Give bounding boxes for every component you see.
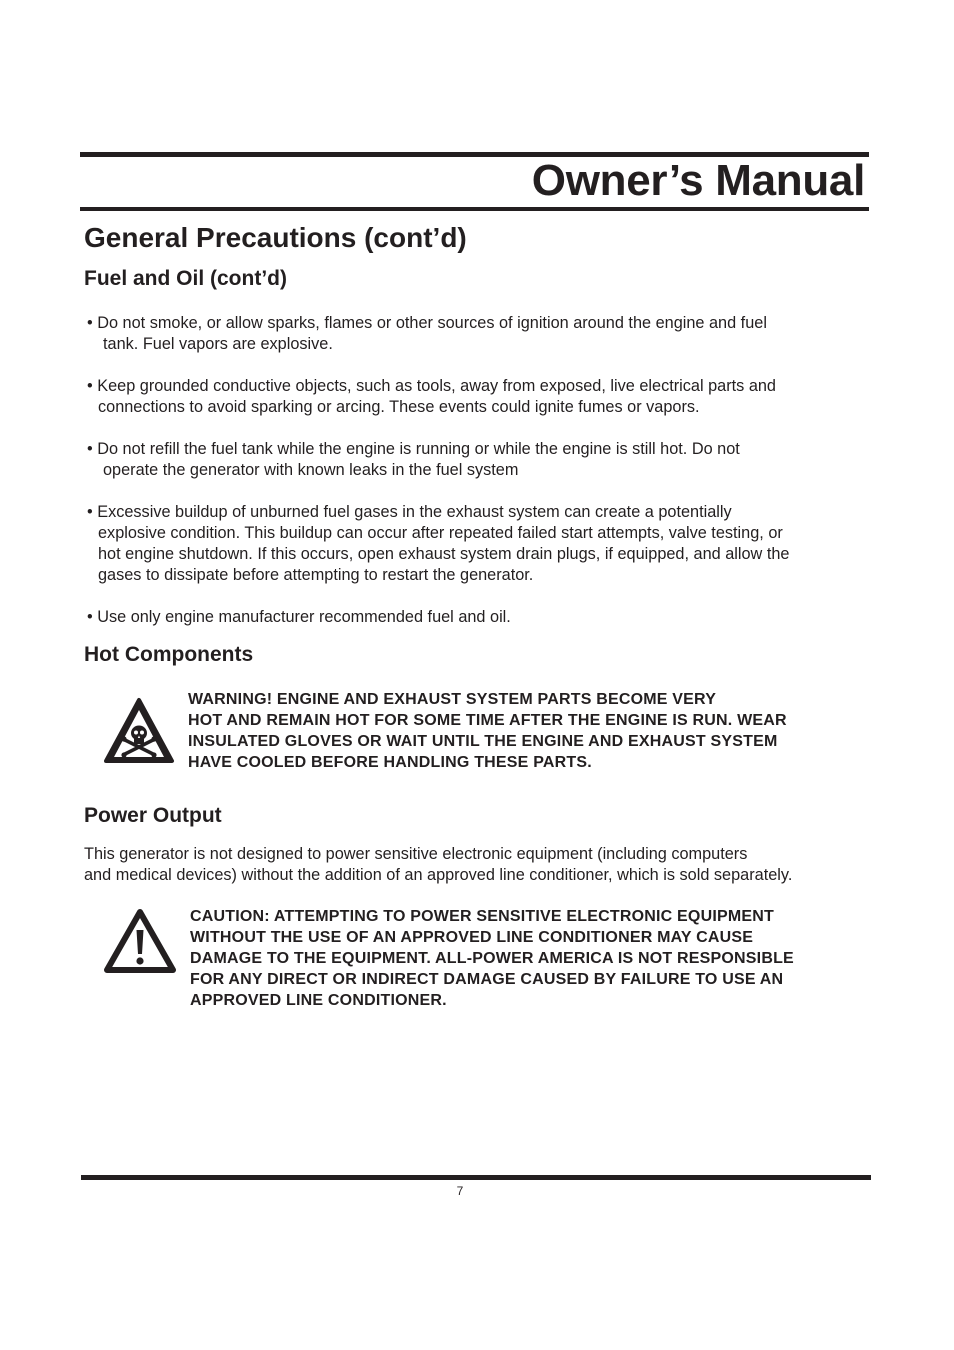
power-output-caution [190, 906, 794, 1011]
bullet-line: • Use only engine manufacturer recommended fuel and oil. [87, 608, 511, 626]
page-number: 7 [456, 1184, 464, 1198]
paragraph-line: and medical devices) without the addition of an approved line conditioner, which is sold separately. [84, 866, 793, 884]
paragraph-line: This generator is not designed to power sensitive electronic equipment (including computers [84, 845, 748, 863]
bullet-line: explosive condition. This buildup can occur after repeated failed start attempts, valve testing, or [98, 524, 783, 542]
power-output-paragraph [84, 844, 904, 886]
skull-crossbones-warning-icon [103, 697, 175, 765]
power-output-heading: Power Output [84, 804, 222, 827]
list-item [87, 439, 887, 481]
header-bottom-rule [80, 207, 869, 211]
page-title: Owner’s Manual [531, 156, 865, 205]
bullet-line: • Do not refill the fuel tank while the engine is running or while the engine is still hot. Do not [87, 440, 740, 458]
list-item [87, 376, 887, 418]
warning-line: WARNING! ENGINE AND EXHAUST SYSTEM PARTS BECOME VERY [188, 691, 717, 708]
fuel-oil-heading: Fuel and Oil (cont’d) [84, 267, 287, 290]
bullet-line: operate the generator with known leaks in the fuel system [103, 461, 519, 479]
caution-line: APPROVED LINE CONDITIONER. [190, 992, 447, 1009]
warning-line: INSULATED GLOVES OR WAIT UNTIL THE ENGINE AND EXHAUST SYSTEM [188, 733, 778, 750]
caution-line: WITHOUT THE USE OF AN APPROVED LINE CONDITIONER MAY CAUSE [190, 929, 754, 946]
list-item [87, 313, 887, 355]
bullet-line: hot engine shutdown. If this occurs, open exhaust system drain plugs, if equipped, and allow the [98, 545, 790, 563]
hot-components-heading: Hot Components [84, 643, 254, 666]
bullet-line: tank. Fuel vapors are explosive. [103, 335, 333, 353]
caution-line: CAUTION: ATTEMPTING TO POWER SENSITIVE ELECTRONIC EQUIPMENT [190, 908, 774, 925]
bullet-line: connections to avoid sparking or arcing. These events could ignite fumes or vapors. [98, 398, 700, 416]
bullet-line: • Excessive buildup of unburned fuel gases in the exhaust system can create a potentially [87, 503, 732, 521]
caution-line: FOR ANY DIRECT OR INDIRECT DAMAGE CAUSED BY FAILURE TO USE AN [190, 971, 784, 988]
caution-line: DAMAGE TO THE EQUIPMENT. ALL-POWER AMERICA IS NOT RESPONSIBLE [190, 950, 794, 967]
list-item [87, 502, 887, 586]
bullet-line: • Do not smoke, or allow sparks, flames or other sources of ignition around the engine and fuel [87, 314, 767, 332]
bullet-line: • Keep grounded conductive objects, such as tools, away from exposed, live electrical parts and [87, 377, 776, 395]
warning-line: HAVE COOLED BEFORE HANDLING THESE PARTS. [188, 754, 592, 771]
hot-components-warning [188, 689, 787, 773]
list-item [87, 607, 887, 628]
footer-rule [81, 1175, 871, 1180]
bullet-line: gases to dissipate before attempting to restart the generator. [98, 566, 534, 584]
exclamation-warning-icon [103, 908, 177, 974]
warning-line: HOT AND REMAIN HOT FOR SOME TIME AFTER THE ENGINE IS RUN. WEAR [188, 712, 787, 729]
section-title: General Precautions (cont’d) [84, 222, 467, 253]
